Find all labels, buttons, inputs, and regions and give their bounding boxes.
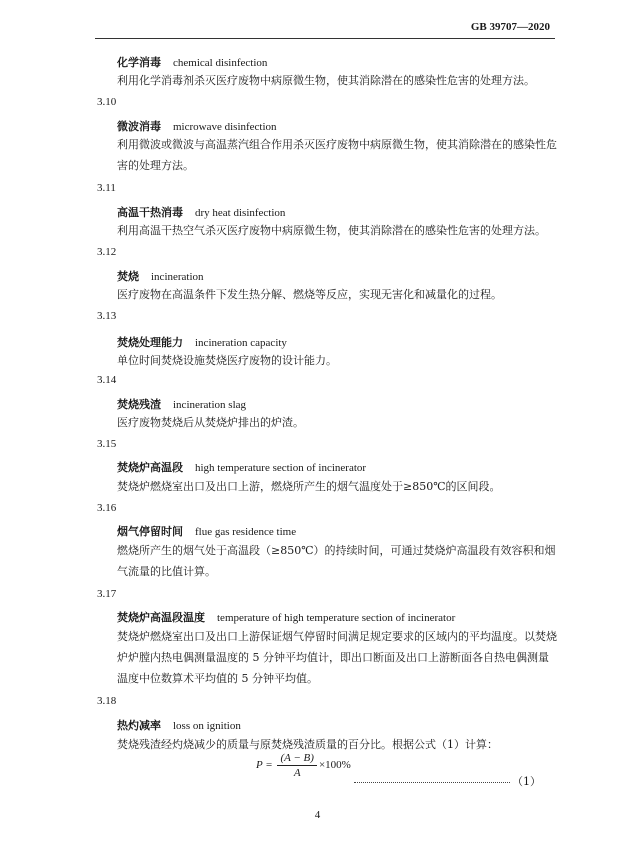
term-zh: 焚烧炉高温段温度 <box>117 611 205 624</box>
term-title <box>117 523 296 539</box>
clause-number: 3.12 <box>97 246 117 258</box>
term-zh: 高温干热消毒 <box>117 206 183 219</box>
clause-number: 3.15 <box>97 438 117 450</box>
term-zh: 焚烧残渣 <box>117 398 161 411</box>
clause-number: 3.17 <box>97 588 117 600</box>
term-title <box>117 268 204 284</box>
term-en: dry heat disinfection <box>195 207 286 219</box>
term-zh: 热灼减率 <box>117 719 161 732</box>
term-definition: 单位时间焚烧设施焚烧医疗废物的设计能力。 <box>117 354 337 367</box>
clause-number: 3.18 <box>97 695 117 707</box>
clause-number: 3.10 <box>97 96 117 108</box>
term-definition: 利用高温干热空气杀灭医疗废物中病原微生物，使其消除潜在的感染性危害的处理方法。 <box>117 224 546 237</box>
formula-rhs: ×100% <box>318 759 351 772</box>
term-zh: 焚烧处理能力 <box>117 336 183 349</box>
formula-lhs: P = <box>256 759 273 772</box>
term-zh: 化学消毒 <box>117 56 161 69</box>
formula-number: （1） <box>512 775 541 788</box>
term-definition: 医疗废物在高温条件下发生热分解、燃烧等反应，实现无害化和减量化的过程。 <box>117 288 502 301</box>
term-definition: 焚烧炉燃烧室出口及出口上游保证烟气停留时间满足规定要求的区域内的平均温度。以焚烧炉炉膛内热电偶测量温度的 5 分钟平均值计，即出口断面及出口上游断面各自热电偶测量温度中位数算术平均值的 5 分钟平均值。 <box>117 630 557 685</box>
term-title <box>117 396 246 412</box>
standard-number: GB 39707—2020 <box>470 21 550 33</box>
term-en: incineration slag <box>173 399 247 411</box>
term-definition: 利用化学消毒剂杀灭医疗废物中病原微生物，使其消除潜在的感染性危害的处理方法。 <box>117 74 535 87</box>
term-zh: 微波消毒 <box>117 120 161 133</box>
term-definition: 燃烧所产生的烟气处于高温段（≥850℃）的持续时间，可通过焚烧炉高温段有效容积和烟气流量的比值计算。 <box>117 544 556 578</box>
formula-fraction <box>277 752 317 779</box>
page-number: 4 <box>314 809 321 821</box>
term-en: flue gas residence time <box>195 526 297 538</box>
leader-dots <box>354 782 510 783</box>
formula-numerator: (A − B) <box>277 752 317 766</box>
header-rule <box>95 38 555 39</box>
term-en: chemical disinfection <box>173 57 268 69</box>
term-definition: 焚烧炉燃烧室出口及出口上游，燃烧所产生的烟气温度处于≥850℃的区间段。 <box>117 480 501 493</box>
term-en: temperature of high temperature section of incinerator <box>217 612 456 624</box>
term-en: incineration <box>151 271 204 283</box>
term-title <box>117 118 277 134</box>
formula <box>256 752 351 779</box>
term-en: microwave disinfection <box>173 121 277 133</box>
term-en: high temperature section of incinerator <box>195 462 367 474</box>
term-zh: 焚烧 <box>117 270 139 283</box>
term-title <box>117 334 287 350</box>
formula-denominator: A <box>293 767 301 779</box>
term-en: loss on ignition <box>173 720 241 732</box>
clause-number: 3.11 <box>97 182 116 194</box>
term-title <box>117 609 455 625</box>
term-title <box>117 717 241 733</box>
term-title <box>117 459 366 475</box>
clause-number: 3.16 <box>97 502 117 514</box>
clause-number: 3.14 <box>97 374 117 386</box>
term-zh: 焚烧炉高温段 <box>117 461 183 474</box>
term-title <box>117 204 285 220</box>
term-en: incineration capacity <box>195 337 287 349</box>
term-definition: 医疗废物焚烧后从焚烧炉排出的炉渣。 <box>117 416 304 429</box>
term-definition: 利用微波或微波与高温蒸汽组合作用杀灭医疗废物中病原微生物，使其消除潜在的感染性危害的处理方法。 <box>117 138 557 172</box>
term-zh: 烟气停留时间 <box>117 525 183 538</box>
term-title <box>117 54 267 70</box>
term-definition: 焚烧残渣经灼烧减少的质量与原焚烧残渣质量的百分比。根据公式（1）计算： <box>117 738 498 751</box>
clause-number: 3.13 <box>97 310 117 322</box>
